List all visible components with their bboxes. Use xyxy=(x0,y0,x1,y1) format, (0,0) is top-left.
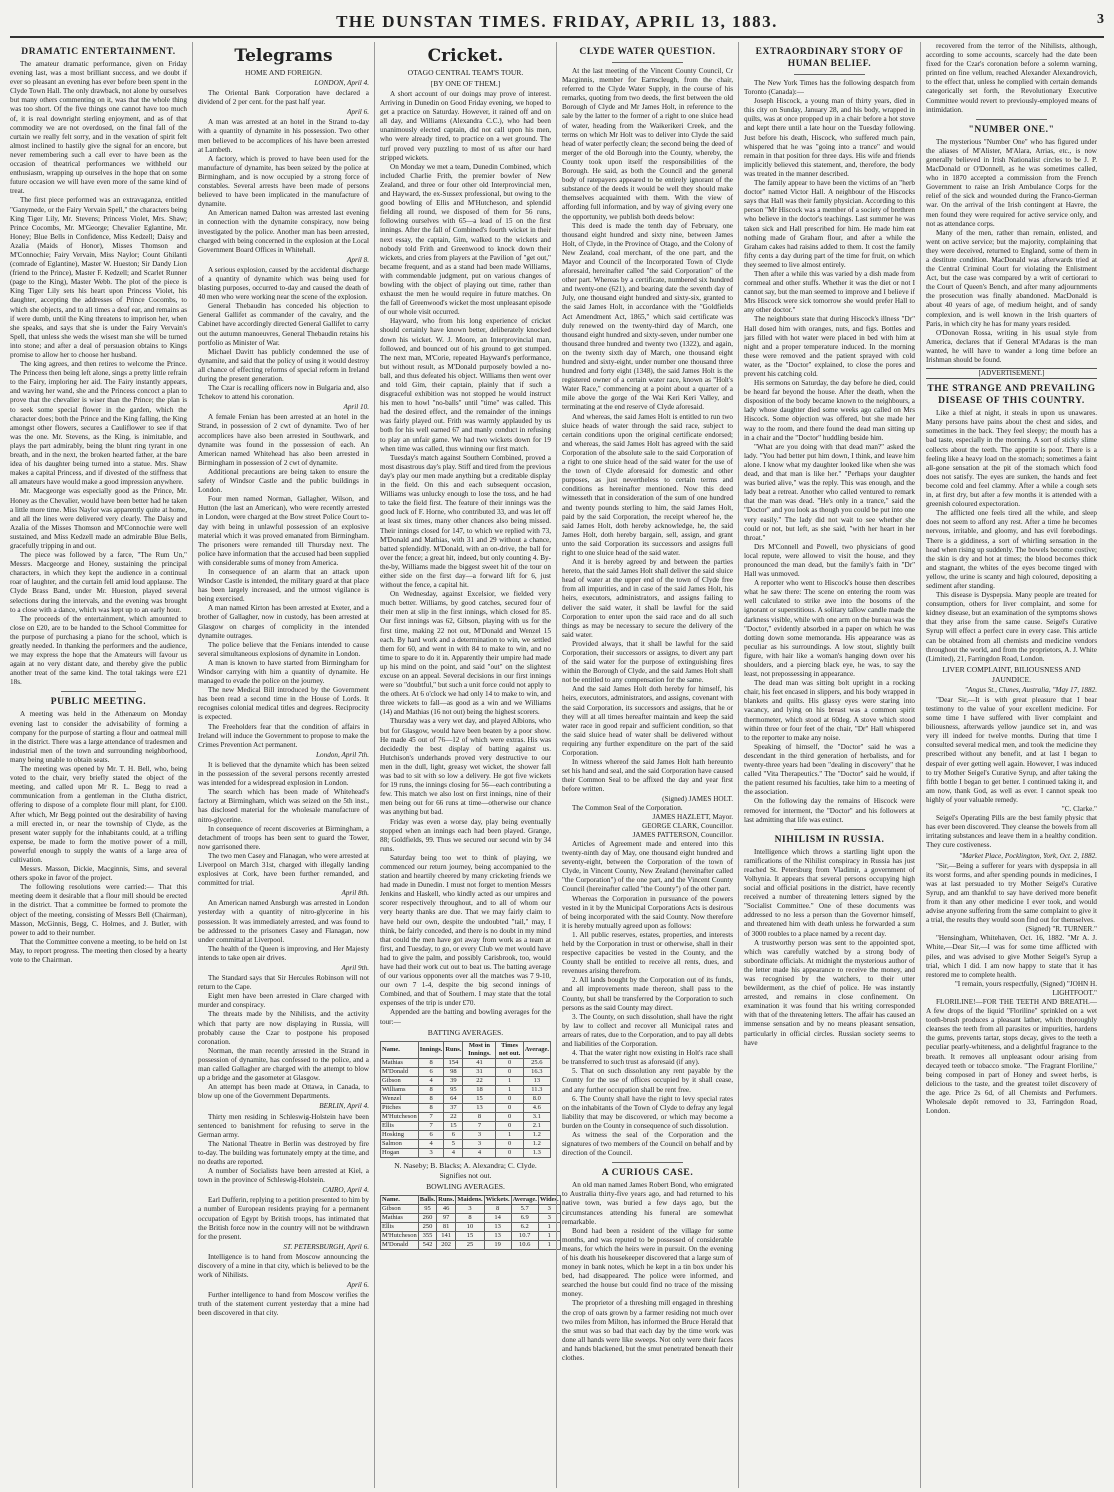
batting-averages-title: BATTING AVERAGES. xyxy=(427,1027,504,1037)
table-header-row xyxy=(381,1195,561,1204)
table-header-cell: Balls. xyxy=(419,1195,436,1203)
table-cell: 5.7 xyxy=(511,1204,538,1213)
paragraph: The following resolutions were carried:— That this meeting deem it desirable that a flour mill should be erected in the district. That a committee be formed to promote the object of the meeting, consisting of Messrs Bell (Chairman), Masson, McGinnis, Begg, C. Holmes, and J. Butler, with power to add to their number. xyxy=(10,883,187,937)
paragraph: The meeting was opened by Mr. T. H. Bell, who, being voted to the chair, very briefly stated the object of the meeting, and called upon Mr R. L. Begg to read a communication from a gentleman in the Clutha district, offering to dispose of a complete flour mill plant, for £100. After which, Mr Begg pointed out the desirability of having a mill erected in, or near the township of Clyde, as the present water supply for the inhabitants could, at a trifling expense, be made to form the motive power of a mill, powerful enough to supply the wants of a large area of cultivation. xyxy=(10,765,187,864)
table-cell: 4.6 xyxy=(523,1103,550,1112)
dateline: CAIRO, April 4. xyxy=(322,1186,369,1195)
table-cell: 202 xyxy=(437,1240,456,1249)
heading-cricket: Cricket. xyxy=(427,46,504,66)
table-cell: Williams xyxy=(381,1085,419,1094)
dateline: "Market Place, Pocklington, York, Oct. 2, 1882. xyxy=(959,851,1097,860)
paragraph: 2. All lands bought by the Corporation out of its funds, and all improvements made thereon, shall pass to the County, but shall be transferred by the Corporation to such persons as the said County may direct. xyxy=(562,976,733,1012)
signature: JAMES HAZLETT, Mayor. xyxy=(652,812,733,821)
table-cell: 10.7 xyxy=(511,1231,538,1240)
table-cell: 141 xyxy=(437,1231,456,1240)
paragraph: The amateur dramatic performance, given on Friday evening last, was a most brilliant success, and we doubt if ever so pleasant an evening has ever before been spent in the Clyde Town Hall. The only drawback, not alone by ourselves but many others commenting on it, was that the whole thing was too short. Of the five things one cannot have too much of, it is real downright sterling enjoyment, and as of that commodity we are not overdosed, on the final fall of the curtain we really felt sorry, and in the vexation of spirit felt almost inclined to hastily give the signal for an encore, but never remembering such a call ever to have been as the occasion of theatrical performances we withheld our enthusiasm, wrapping up ourselves in the hope that on some future occasion we will have even more of the same kind of treat. xyxy=(10,60,187,196)
paragraph: The search which has been made of Whitehead's factory at Birmingham, which was seized on the 5th inst., has disclosed material for the wholesale manufacture of nitro-glycerine. xyxy=(198,788,369,824)
paragraph: Messrs. Masson, Dickie, Macginnis, Sims, and several others spoke in favor of the project. xyxy=(10,865,187,883)
table-row xyxy=(381,1067,551,1076)
paragraph: 5. That on such dissolution any rent payable by the County for the use of offices occupied by it shall cease, and any further occupation shall be rent free. xyxy=(562,1067,733,1094)
paragraph: Articles of Agreement made and entered into this twenty-ninth day of May, one thousand eight hundred and seventy-eight, between the Corporation of the town of Clyde, in Vincent County, New Zealand (hereinafter called "the Corporation") of the one part, and the Vincent County Council (hereinafter called "the County") of the other part. xyxy=(562,839,733,894)
paragraph: The first piece performed was an extravaganza, entitled "Ganymede, or the Fairy Vervain Spell," the characters being King Tiger Lily, Mr. Stevens; Princess Violet, Mrs. Shaw; Prince Cocombs, Mr. M'George; Chevalier Eglantine, Mr. Honey; Blue Bells in Confidence, Miss Kedzell; Daisy and Azalia (Maids of Honor), Misses Thomson and M'Connochie; Fairy Vervain, Miss Naylor; Count Ghilanti (comrade of Eglantine), Master W. Hueston; Sir Dandy Lion (friend to the Prince), Master F. Kedzell; and Scarlet Runner (page to the King), Master Webb. The plot of the piece is King Tiger Lily sets his heart upon Princess Violet, his daughter, accepting the addresses of Prince Cocombs, to which she objects, and to all times a deaf ear, and remains as if were dumb, until the King threatens to imprison her, when she speaks, and says that she is under the Fairy Vervain's Spell, that unless she weds the wisest man she will be turned into stone; and after a deal of persuasion obtains to Kings promise to allow her to choose her husband. xyxy=(10,196,187,359)
page-number: 3 xyxy=(1097,12,1104,27)
paragraph: Michael Davitt has publicly condemned the use of dynamite, and said that the policy of using it would destroy all chance of effecting reforms of special reform in Ireland during the present generation. xyxy=(198,347,369,383)
paragraph: The new Medical Bill introduced by the Government has been read a second time in the House of Lords. It recognises colonial medical titles and degrees. Reciprocity is expected. xyxy=(198,686,369,722)
table-cell: 6.9 xyxy=(511,1213,538,1222)
paragraph: And whereas, the said James Holt is entitled to run two sluice heads of water through the said race, subject to certain conditions upon the original certificate endorsed; and whereas, the said James Holt has agreed with the said Corporation of the absolute sale to the said Corporation of a right to one sluice head of the said water for the use of the town of Clyde aforesaid for domestic and other purposes, as just nevertheless to certain terms and conditions as hereinafter mentioned. Now this deed witnesseth that in consideration of the sum of one hundred and twenty pounds sterling to him, the said James Holt, paid by the said Corporation, the receipt whereof he, the said James Holt, doth hereby acknowledge, he, the said James Holt, doth hereby bargain, sell, assign, and grant unto the said Corporation its successors and assigns full right to one sluice head of the said water. xyxy=(562,412,733,557)
paragraph: Thursday was a very wet day, and played Albions, who but for Glasgow, would have been beaten by a poor show. He made 45 out of 76—12 of which were extras. His was decidedly the best display of batting against us. Hutchison's underhands proved very destructive to our men in the dull, light, greasy wet wicket, the shower fall was bad to sit with so low a delivery. He got five wickets for 19 runs, the innings closing for 56—each contributing a few. This match we also lost on first innings, nine of their men being out for 66 runs at time—otherwise our chance was anything but bad. xyxy=(380,717,551,817)
table-cell: 97 xyxy=(437,1213,456,1222)
paragraph: Further intelligence to hand from Moscow verifies the truth of the statement current yesterday that a mine had been discovered in that city. xyxy=(198,1291,369,1318)
table-cell: 3 xyxy=(538,1204,560,1213)
table-cell: 7 xyxy=(463,1121,496,1130)
table-cell: 3 xyxy=(538,1213,560,1222)
table-cell: 8 xyxy=(418,1103,444,1112)
table-header-cell: Most in Innings. xyxy=(463,1041,496,1058)
paragraph: His sermons on Saturday, the day before he died, could be heard far beyond the house. After the death, when the disposition of the body became known to the neighbours, a lady whose daughter died some weeks ago called on Mrs Hiscock. Some objection was offered, but she made her way to the room, and there found the dead man sitting up in a chair and the "Doctor" huddling beside him. xyxy=(744,379,915,442)
table-cell: 1.2 xyxy=(523,1130,550,1139)
table-cell: Hogan xyxy=(381,1148,419,1157)
signature: (Signed) JAMES HOLT. xyxy=(662,794,733,803)
table-cell: 6 xyxy=(418,1067,444,1076)
heading-public-meeting: PUBLIC MEETING. xyxy=(50,697,147,708)
paragraph: That the Committee convene a meeting, to be held on 1st May, to report progress. The meeting then closed by a hearty vote to the Chairman. xyxy=(10,937,187,964)
paragraph: "Dear Sir,—It is with great pleasure that I bear testimony to the value of your excellent medicine. For some time I have suffered with liver complaint and biliousness, afterwards yellow jaundice set in, and was very ill indeed for twelve months. During that time I consulted several medical men, and took the medicine they prescribed without any benefit, and at last I began to despair of ever getting well again. However, I was induced to try Mother Seigel's Curative Syrup, and after taking the fifth bottle I began to get better. I continued taking it, and am now, thank God, as well as ever. I cannot speak too highly of your valuable remedy. xyxy=(926,695,1097,804)
paragraph: General Thebaudin has conceded his objection to General Gallifet as commander of the cavalry, and the Cabinet have accordingly directed General Gallifet to carry out the autumn manoeuvres, General Thebaudin retains his portfolio as Minister of War. xyxy=(198,302,369,347)
dateline: April 6. xyxy=(347,108,369,117)
table-cell: 13 xyxy=(484,1231,511,1240)
table-cell: 8.0 xyxy=(523,1094,550,1103)
paragraph: The threats made by the Nihilists, and the activity which that party are now displaying in Russia, will probably cause the Czar to postpone his proposed coronation. xyxy=(198,1010,369,1046)
table-cell: Gibson xyxy=(381,1204,419,1213)
paragraph: Hayward, who from his long experience of cricket should certainly have known better, deliberately knocked down his wicket. W. J. Moore, an Interprovincial man, followed, and bounced out of his ground to get stumped. The next man, M'Corie, repeated Hayward's performance, but without result, as M'Donald purposely bowled a no-ball, and thus defeated his object. Williams then went over and told Gim, their captain, plainly that if such a disgraceful exhibition was not stopped he would instruct his men to howl "no-balls" until "time" was called. This had the desired effect, and the remainder of the innings was fairly played out. Frith was warmly applauded by us both for his well earned 67 and manly conduct in refusing to play an unfair game. We had two wickets down for 19 when time was called, thus winning our first match. xyxy=(380,317,551,453)
table-cell: 3 xyxy=(418,1148,444,1157)
table-cell: 10.6 xyxy=(511,1240,538,1249)
table-cell: M'Donald xyxy=(381,1067,419,1076)
table-cell: 13 xyxy=(523,1076,550,1085)
subheading-liver-complaint: LIVER COMPLAINT, BILIOUSNESS AND JAUNDICE. xyxy=(942,664,1081,684)
table-cell: 6 xyxy=(444,1130,463,1139)
table-cell: 64 xyxy=(444,1094,463,1103)
paragraph: Bond had been a resident of the village for some months, and was reputed to be possessed of considerable means, for which the heirs were in pursuit. On the evening of his death his housekeeper discovered that a large sum of money in bank notes, which he kept in a tin box under his bed, had disappeared. The police were informed, and searched the house but could find no trace of the missing money. xyxy=(562,1226,733,1299)
paragraph: Additional precautions are being taken to ensure the safety of Windsor Castle and the public buildings in London. xyxy=(198,467,369,495)
table-cell: 2.1 xyxy=(523,1121,550,1130)
paragraph: In witness whereof the said James Holt hath hereunto set his hand and seal, and the said Corporation have caused their Common Seal to be affixed the day and year first before written. xyxy=(562,758,733,794)
paragraph: 4. That the water right now existing in Holt's race shall be transferred to such trust as aforesaid (if any). xyxy=(562,1049,733,1067)
table-cell: 31 xyxy=(463,1067,496,1076)
table-cell: 8 xyxy=(463,1112,496,1121)
divider xyxy=(794,829,866,830)
table-cell: 15 xyxy=(456,1231,484,1240)
table-cell: 154 xyxy=(444,1058,463,1067)
column-4 xyxy=(556,42,738,1488)
paragraph: O'Donovan Rossa, writing in his usual style from America, declares that if General M'Adaras is the man wanted, he will have to wander a long time before an Irishman should be found. xyxy=(926,328,1097,364)
table-cell: Wenzel xyxy=(381,1094,419,1103)
table-cell: 22 xyxy=(463,1076,496,1085)
table-row xyxy=(381,1058,551,1067)
paragraph: The mysterious "Number One" who has figured under the aliases of M'Alister, M'Alara, Arrias, etc., is now generally believed in Irish Nationalist circles to be J. P. MacDonald or O'Donnell, as he was sometimes called, who in 1870 accepted a commission from the French Government to raise an Irish Ambulance Corps for the relief of the sick and wounded during the Franco-German war. On the arrival of the Irish contingent at Havre, the men found they were required for active service only, and not as attendance corps. xyxy=(926,137,1097,228)
subheading-tour: OTAGO CENTRAL TEAM'S TOUR. xyxy=(407,68,524,77)
paragraph: FLORILINE!—FOR THE TEETH AND BREATH.—A few drops of the liquid "Floriline" sprinkled on a wet tooth-brush produces a pleasant lather, which thoroughly cleanses the teeth from all parasites or impurities, hardens the gums, prevents tartar, stops decay, gives to the teeth a peculiar pearly-whiteness, and a delightful fragrance to the breath. It removes all unpleasant odour arising from decayed teeth or tobacco smoke. "The Fragrant Floriline," being composed in part of Honey and sweet herbs, is delicious to the taste, and the greatest toilet discovery of the age. Price 2s 6d, of all Chemists and Perfumers. Wholesale depôt removed to 33, Farringdon Road, London. xyxy=(926,998,1097,1116)
table-cell: 25.6 xyxy=(523,1058,550,1067)
paragraph: A number of Socialists have been arrested at Kiel, a town in the province of Schleswig-Holstein. xyxy=(198,1167,369,1185)
table-cell: 3.1 xyxy=(523,1112,550,1121)
paragraph: A man is known to have started from Birmingham for Windsor carrying with him a quantity of dynamite. He managed to evade the police on the journey. xyxy=(198,658,369,686)
table-cell: 15 xyxy=(463,1094,496,1103)
paragraph: On the following day the remains of Hiscock were removed for interment, the "Doctor" and his followers at last admitting that life was extinct. xyxy=(744,797,915,824)
heading-clyde-water-question: CLYDE WATER QUESTION. xyxy=(579,47,716,57)
paragraph: Drs M'Connell and Powell, two physicians of good local repute, were allowed to visit the house, and they pronounced the man dead, but the family's faith in "Dr" Hall was unmoved. xyxy=(744,542,915,579)
table-row xyxy=(381,1130,551,1139)
paragraph: And the said James Holt doth hereby for himself, his heirs, executors, administrators, and assigns, covenant with the said Corporation, its successors and assigns, that he or they will at all times hereafter maintain and keep the said water race in good repair and sufficient condition, so that the said sluice head of water shall be delivered without requiring any further expenditure on the part of the said Corporation. xyxy=(562,685,733,758)
paragraph: Earl Dufferin, replying to a petition presented to him by a number of European residents praying for a permanent occupation of Egypt by British troops, has intimated that the British force now in the country will not be withdrawn for the present. xyxy=(198,1196,369,1241)
table-cell: Hosking xyxy=(381,1130,419,1139)
dateline: BERLIN, April 4. xyxy=(319,1102,369,1111)
table-header-row xyxy=(381,1041,551,1058)
paragraph: Eight men have been arrested in Clare charged with murder and conspiracy. xyxy=(198,992,369,1010)
divider xyxy=(61,691,135,692)
paragraph: The Freeholders fear that the condition of affairs in Ireland will induce the Government to propose to make the Crimes Prevention Act permanent. xyxy=(198,722,369,749)
table-row xyxy=(381,1085,551,1094)
table-cell: 1 xyxy=(538,1222,560,1231)
columns xyxy=(10,42,1104,1488)
paragraph: The Standard says that Sir Hercules Robinson will not return to the Cape. xyxy=(198,974,369,992)
paragraph: An American named Dalton was arrested last evening in connection with the dynamite conspiracy, now being investigated by the police. Another man has been arrested, charged with being concerned in the explosion at the Local Government Board Offices in Whitehall. xyxy=(198,209,369,254)
table-cell: Pitches xyxy=(381,1103,419,1112)
paragraph: The two men Casey and Flanagan, who were arrested at Liverpool on March 31st, charged with illegally landing explosives at Cork, have been further remanded, and committed for trial. xyxy=(198,851,369,888)
paragraph: At the last meeting of the Vincent County Council, Cr Macginnis, member for Earnscleugh, from the chair, referred to the Clyde Water Supply, in the course of his remarks, quoting from two deeds, the first between the old Borough of Clyde and Mr James Holt, in reference to the sale by the latter to the former of a right to one sluice head of water, heading from the Waikerikeri Creek, and the terms on which Mr Holt was to deliver into Clyde the said head of water perfectly clean; the second being the deed of merger of the old Borough into the County, whereby, the County took upon itself the responsibilities of the Borough. He said, as both the Council and the general body of ratepayers appeared to be entirely ignorant of the substance of the deeds it would be well they should make themselves acquainted with them. With the view of affording full information, and by way of giving every one the opportunity, we publish both deeds below: xyxy=(562,67,733,221)
table-cell: 355 xyxy=(418,1231,436,1240)
table-cell: 8 xyxy=(418,1058,444,1067)
table-row xyxy=(381,1231,561,1240)
paragraph: The police believe that the Fenians intended to cause several simultaneous explosions of dynamite in London. xyxy=(198,640,369,658)
table-header-cell: Maidens. xyxy=(457,1195,483,1203)
table-header-cell: Name. xyxy=(381,1041,419,1058)
paragraph: An old man named James Robert Bond, who emigrated to Australia thirty-five years ago, and had returned to his native town, was buried a few days ago, but the circumstances attending his funeral are somewhat remarkable. xyxy=(562,1181,733,1226)
table-cell: 13 xyxy=(463,1103,496,1112)
table-cell: 8 xyxy=(418,1094,444,1103)
paragraph: On Wednesday, against Excelsior, we fielded very much better. Williams, by good catches, secured four of their men at slip in the first innings, which closed for 85. Our first innings was 62, Gibson, playing with us for the first time, making 22 not out, M'Donald and Wenzel 15 each. By hard work and a determination to win, we settled them for 60, and went in with 84 to make to win, and no time to spare to do it in. Apparently their umpire had made up his mind on the point, and said "out" on the slightest excuse on an appeal. Several decisions in our first innings were so "doubtful," but such a unit force could not apply to the others. At 6 o'clock we had only 14 to make to win, and three wickets to fall—as good as a win and we Williams (14) and Mathias (16 not out) being the highest scorers. xyxy=(380,590,551,717)
table-cell: 1 xyxy=(538,1240,560,1249)
table-cell: 0 xyxy=(496,1139,523,1148)
paragraph: Provided always, that it shall be lawful for the said Corporation, their successors or assigns, to divert any part of the said water for the purpose of extinguishing fires within the Borough of Clyde, and the said James Holt shall not be entitled to any compensation for the same. xyxy=(562,639,733,685)
table-header-cell: Wides. xyxy=(539,1195,559,1203)
table-cell: 3 xyxy=(463,1139,496,1148)
table-cell: 260 xyxy=(418,1213,436,1222)
table-cell: 0 xyxy=(496,1058,523,1067)
table-cell: 0 xyxy=(496,1067,523,1076)
paragraph: Joseph Hiscock, a young man of thirty years, died in this city on Sunday, January 28, and his body, wrapped in quilts, was at once propped up in a chair before a hot stove and kept there until a late hour on the Tuesday following. Just before his death, Hiscock, who suffered much pain, whispered that he was "going into a trance" and would remain in that position for three days. His wife and friends implicitly believed this statement, and, therefore, the body was treated in the manner described. xyxy=(744,97,915,178)
batting-note: N. Naseby; B. Blacks; A. Alexandra; C. Clyde. Signifies not out. xyxy=(394,1160,537,1180)
table-cell: 10 xyxy=(456,1222,484,1231)
paragraph: Tuesday's match against Southern Combined, proved a most disastrous day's play. Stiff and tired from the previous day's play our men made anything but a creditable display in the field. On this and each subsequent occasion, Williams was unlucky enough to lose the toss, and he had to take the field first. The feature of their innings was the good luck of F. Horne, who contributed 33, and was let off at least six times, many other chances also being missed. Their innings closed for 147, to which we replied with 73, M'Donald and Mathias, with 31 and 29 without a chance, batted splendidly. M'Donald, with an on-drive, the ball for over the fence; a great hit, indeed, but only counting 4. By-the-by, Williams made the biggest sweet hit of the tour on either side on the first day—a forward lift for 6, just without the fence, a capital hit. xyxy=(380,453,551,590)
table-row xyxy=(381,1204,561,1213)
paragraph: "Sir,—Being a sufferer for years with dyspepsia in all its worst forms, and after spending pounds in medicines, I was at last persuaded to try Mother Seigel's Curative Syrup, and am thankful to say have derived more benefit from it than any other medicine I ever took, and would advise anyone suffering from the same complaint to give it a trial, the results they would soon find out for themselves. xyxy=(926,861,1097,925)
paragraph: The family appear to have been the victims of an "herb doctor" named Victor Hall. A neighbour of the Hiscocks says that Hall was their family physician. According to this person "Mr Hiscock was a member of a society of brethren who believe in the doctor's teachings. Last summer he was taken sick and Hall prescribed for him. He made him eat nothing made of Graham flour, and after a while the Graham cakes had raisins added to them. It cost the family fifty cents a day during part of the time for fruit, on which they seemed to live almost entirely. xyxy=(744,179,915,269)
table-cell: Ellis xyxy=(381,1222,419,1231)
table-header-cell: Runs. xyxy=(444,1041,463,1058)
table-header-cell: Innings. xyxy=(418,1041,444,1058)
paragraph: The proprietor of a threshing mill engaged in threshing the crop of oats grown by a farmer residing not much over two miles from Milton, has informed the Bruce Herald that the smut was so bad that each day by the time work was done all hands were like sweeps. Not only were their faces and hands blackened, but the smut penetrated beneath their clothes. xyxy=(562,1299,733,1363)
table-row xyxy=(381,1222,561,1231)
bowling-averages-title: BOWLING AVERAGES. xyxy=(426,1181,505,1191)
paragraph: The proceeds of the entertainment, which amounted to close on £20, are to be handed to the School Committee for the purpose of purchasing a piano for the school, which is greatly needed. In thanking the performers and the audience, we may express the hope that the Amateurs will favour us again at no very distant date, and thereby give the public another treat of the same kind. The total takings were £21 18s. xyxy=(10,614,187,687)
heading-extraordinary-story: EXTRAORDINARY STORY OF HUMAN BELIEF. xyxy=(755,47,904,69)
table-cell: M'Hutcheson xyxy=(382,1231,417,1239)
dateline: ST. PETERSBURGH, April 6. xyxy=(283,1242,369,1251)
table-cell: Salmon xyxy=(381,1139,419,1148)
dateline: LONDON, April 4. xyxy=(314,79,369,87)
table-cell: 0 xyxy=(496,1148,523,1157)
paragraph: The Oriental Bank Corporation have declared a dividend of 2 per cent. for the past half year. xyxy=(198,89,369,107)
masthead-rule xyxy=(10,36,1104,38)
table-cell: Ellis xyxy=(381,1121,419,1130)
table-cell: 16.3 xyxy=(523,1067,550,1076)
paragraph: This deed is made the tenth day of February, one thousand eight hundred and sixty nine, between James Holt, of Clyde, in the Province of Otago, and the Colony of New Zealand, coal merchant, of the one part, and the Mayor and Council of the Incorporated Town of Clyde aforesaid, hereinafter called "the said Corporation" of the other part. Whereas by a certificate, numbered six hundred and twenty-one (621), and bearing date the seventh day of July, one thousand eight hundred and sixty-six, granted to the said James Holt, in accordance with the "Goldfields Act Amendment Act, 1865," which said certificate was duly renewed on the twenty-third day of March, one thousand eight hundred and sixty-seven, under number one thousand three hundred and twenty two (1322), and again, on the twenty sixth day of March, one thousand eight hundred and sixty-eight, under number one thousand three hundred and forty eight (1348), the said James Holt is the registered owner of a certain water race, known as "Holt's Water Race," commencing at a point about a quarter of a mile above the gorge of the Wai Keri Keri Valley, and terminating at the end reserve of Clyde aforesaid. xyxy=(562,221,733,412)
paragraph: In consequence of an alarm that an attack upon Windsor Castle is intended, the military guard at that place has been largely increased, and the utmost vigilance is being exercised. xyxy=(198,567,369,604)
dateline: April 10. xyxy=(343,403,369,412)
paragraph: The dead man was sitting bolt upright in a rocking chair, his feet encased in slippers, and his body wrapped in blankets and quilts. His glassy eyes were staring into vacancy, and lying on his breast was a common spirit thermometer, which stood at 60deg. A stove which stood within three or four feet of the chair, "Dr" Hall whispered to the reporter to make any noise. xyxy=(744,679,915,742)
paragraph: "What are you doing with that dead man?" asked the lady. "You had better put him down, I think, and leave him alone. I know what my daughter looked like when she was dead, and that man is like her." "Perhaps your daughter was buried alive," was the reply. This was enough, and the lady beat a retreat. Another who called ventured to remark that the man was dead. "He's only in a trance," said the "Doctor" and you look as though you could be put into one very easily." The lady did not wait to see whether she could or not, but left, as she said, "with her heart in her throat." xyxy=(744,442,915,542)
table-cell: 1 xyxy=(496,1076,523,1085)
table-cell: 95 xyxy=(444,1085,463,1094)
signature: "C. Clarke." xyxy=(1061,805,1097,814)
table-cell: 6.2 xyxy=(511,1222,538,1231)
signature: JAMES PATTERSON, Councillor. xyxy=(632,830,733,839)
paragraph: Thirty men residing in Schleswig-Holstein have been sentenced to banishment for refusing to serve in the German army. xyxy=(198,1112,369,1139)
heading-telegrams: Telegrams xyxy=(234,46,333,66)
table-cell: 250 xyxy=(418,1222,436,1231)
paragraph: The neighbours state that during Hiscock's illness "Dr" Hall dosed him with oranges, nuts, and figs. Bottles and jars filled with hot water were placed in bed with him at night and a proper temperature induced. In the morning these were removed and the patient sprayed with cold water, as the "Doctor" explained, to close the pores and prevent his catching cold. xyxy=(744,315,915,378)
table-header-cell: Average. xyxy=(512,1195,537,1203)
table-cell: 1 xyxy=(538,1231,560,1240)
divider xyxy=(794,74,866,75)
table-row xyxy=(381,1148,551,1157)
table-cell: 1 xyxy=(496,1085,523,1094)
table-cell: 25 xyxy=(456,1240,484,1249)
paragraph: A reporter who went to Hiscock's house then describes what he saw there: The scene on entering the room was well calculated to strike awe into the bosoms of the ignorant or superstitious. A solitary tallow candle made the darkness visible, while with one arm on the bureau was the "Doctor," evidently absorbed in a paper on which he was dotting down some memoranda. His appearance was as peculiar as his surroundings. A low stout, slightly built figure, with hair like a woman's hanging down over his shoulders, and a piercing black eye, he was, to say the least, not prepossessing in appearance. xyxy=(744,579,915,679)
paragraph: Four men named Norman, Gallagher, Wilson, and Hutton (the last an American), who were recently arrested in London, were charged at the Bow street Police Court to-day with being in unlawful possession of an explosive material which it was proved emanated from Birmingham. The prisoners were remanded till Thursday next. The police have information that the accused had been supplied with considerable sums of money from America. xyxy=(198,495,369,567)
table-cell: 81 xyxy=(437,1222,456,1231)
batting-averages-table xyxy=(380,1041,551,1158)
paragraph: A short account of our doings may prove of interest. Arriving in Dunedin on Good Friday evening, we hoped to get a practice on Saturday. However, it rained off and on all day, and Williams (Alexandra C.C.), who had been unanimously elected captain, did not call upon his men, who were already tired, to practice on a wet ground. The turf proved very puzzling to most of us after our hard stripped wickets. xyxy=(380,90,551,162)
heading-nihilism-russia: NIHILISM IN RUSSIA. xyxy=(774,834,885,845)
table-cell: 15 xyxy=(444,1121,463,1130)
table-cell: M'Donald xyxy=(381,1240,419,1249)
table-cell: 5 xyxy=(444,1139,463,1148)
table-row xyxy=(381,1103,551,1112)
paragraph: 1. All public reserves, estates, properties, and interests held by the Corporation in trust or otherwise, shall in their respective capacities be vested in the County, and the County shall be entitled to receive all rents, dues, and revenues arising therefrom. xyxy=(562,930,733,976)
dateline: April 6. xyxy=(347,1281,369,1290)
table-cell: 7 xyxy=(418,1121,444,1130)
paragraph: The National Theatre in Berlin was destroyed by fire to-day. The building was fortunately empty at the time, and no deaths are reported. xyxy=(198,1139,369,1166)
paragraph: The New York Times has the following despatch from Toronto (Canada):— xyxy=(744,79,915,97)
table-cell: 95 xyxy=(418,1204,436,1213)
paragraph: recovered from the terror of the Nihilists, although, according to some accounts, scarcely had the date been fixed for the Czar's coronation before a solemn warning, printed on fine vellum, reached Alexander Alexandrovich, to the effect that, unless he complied with certain demands categorically set forth, the Revolutionary Executive Committee would revert to previously-employed means of intimidation. xyxy=(926,42,1097,114)
paragraph: Intelligence is to hand from Moscow announcing the discovery of a mine in that city, which is believed to be the work of Nihilists. xyxy=(198,1252,369,1280)
divider xyxy=(612,62,684,63)
paragraph: An American named Ansburgh was arrested in London yesterday with a quantity of nitro-glycerine in his possession. It was immediately arrested, and was found to be addressed to the prisoners Casey and Flanagan, now under committal at Liverpool. xyxy=(198,899,369,944)
byline: [BY ONE OF THEM.] xyxy=(430,79,501,88)
masthead xyxy=(0,0,1114,40)
paragraph: Then after a while this was varied by a dish made from cornmeal and other stuffs. Whether it was the diet or not I cannot say, but the man seemed to improve and I believe if Mrs Hiscock were sick tomorrow she would prefer Hall to any other doctor." xyxy=(744,269,915,315)
paragraph: A trustworthy person was sent to the appointed spot, which was carefully watched by a strong body of subordinate officials. At midnight the mysterious author of the letter made his appearance to receive the money, and was recognised by the watchers, to their utter bewilderment, as the chief of police. He was instantly arrested, and remains in close confinement. On examination it was found that his writing corresponded with that of the threatening letters. The affair has caused an immense sensation and by no means pleasant sensation, particularly in official circles. Russian society seems to have xyxy=(744,938,915,1047)
paragraph: A meeting was held in the Athenæum on Monday evening last to consider the advisability of forming a company for the purpose of starting a flour and oatmeal mill in the district. There was a large attendance of tradesmen and industrial men of the town and surrounding neighborhood, many being unable to obtain seats. xyxy=(10,710,187,764)
column-1 xyxy=(10,42,192,1488)
bowling-table-body xyxy=(381,1204,561,1249)
table-cell: 41 xyxy=(463,1058,496,1067)
table-cell: 19 xyxy=(484,1240,511,1249)
table-cell: Mathias xyxy=(381,1213,419,1222)
paragraph: "Hensingham, Whitehaven, Oct. 16, 1882. "Mr A. J. White,—Dear Sir,—I was for some time afflicted with piles, and was advised to give Mother Seigel's Syrup a trial, which I did. I am now happy to state that it has restored me to complete health. xyxy=(926,934,1097,979)
table-cell: 542 xyxy=(418,1240,436,1249)
heading-strange-disease: THE STRANGE AND PREVAILING DISEASE OF THIS COUNTRY. xyxy=(927,384,1096,407)
paragraph: The afflicted one feels tired all the while, and sleep does not seem to afford any rest. After a time he becomes nervous, irritable, and gloomy, and has evil forebodings. There is a giddiness, a sort of whirling sensation in the head when rising up suddenly. The bowels become costive; the skin is dry and hot at times; the blood becomes thick and stagnant, the whites of the eyes become tinged with yellow, the urine is scanty and high coloured, depositing a sediment after standing. xyxy=(926,509,1097,590)
paragraph: Appended are the batting and bowling averages for the tour:— xyxy=(380,1008,551,1026)
bowling-averages-table xyxy=(380,1195,561,1250)
dateline: "Angus St., Clunes, Australia, "May 17, 1882. xyxy=(964,685,1097,694)
paragraph: The piece was followed by a farce, "The Rum Un," Messrs. Macgeorge and Honey, sustaining the principal characters, in which they kept the audience in a continual roar of laughter, and the curtain fell amid loud applause. The Clyde Brass Band, under Mr. Hueston, played several selections during the intervals, and the evening was brought to a close with a dance, which was kept up to an early hour. xyxy=(10,551,187,614)
paragraph: Speaking of himself, the "Doctor" said he was a descendant in the third generation of herbalists, and for twenty-three years had been "dealing in discovery" that he called "Vita Therapeutics." The "Doctor" said he would, if the patient resumed his faculties, take him to a meeting of the association. xyxy=(744,742,915,797)
table-row xyxy=(381,1139,551,1148)
paragraph: 6. The County shall have the right to levy special rates on the inhabitants of the Town of Clyde to defray any legal liability that may be discovered, or which may become a burden on the County in consequence of such dissolution. xyxy=(562,1094,733,1130)
subheading-home-foreign: HOME AND FOREIGN. xyxy=(245,68,322,77)
batting-table-body xyxy=(381,1058,551,1157)
table-header-cell: Times not out. xyxy=(496,1041,523,1058)
paragraph: Mr. Macgeorge was especially good as the Prince, Mr. Honey as the Chevalier, would have been better had he taken a little more time. Miss Naylor was apparently quite at home, and all the lines were delivered very clearly. The Daisy and Azalia of the Misses Thomson and M'Connochie were well sustained, and Miss Kedzell made an admirable Blue Bells, gracefully tripping in and out. xyxy=(10,487,187,550)
column-6 xyxy=(920,42,1102,1488)
table-cell: 14 xyxy=(484,1213,511,1222)
paragraph: Many of the men, rather than remain, enlisted, and went on active service; but the majority, complaining that they were deceived, returned to England, some of them in a destitute condition. MacDonald was afterwards tried at the Central Criminal Court for violating the Enlistment Act, but the case was compared by a writ of certiorari to the Court of Queen's Bench, and after many adjournments the prosecution was finally abandoned. MacDonald is about 40 years of age, of medium height, and of sandy complexion, and is well known in the Irish quarters of Paris, in which city he has for many years resided. xyxy=(926,228,1097,328)
paragraph: An attempt has been made at Ottawa, in Canada, to blow up one of the Government Departments. xyxy=(198,1083,369,1101)
dateline: London, April 7th. xyxy=(316,750,369,759)
heading-number-one: "NUMBER ONE." xyxy=(968,124,1055,135)
paragraph: Like a thief at night, it steals in upon us unawares. Many persons have pains about the chest and sides, and sometimes in the back. They feel sleepy; the mouth has a bad taste, especially in the morning. A sort of sticky slime collects about the teeth. The appetite is poor. There is a feeling like a heavy load on the stomach; sometimes a faint all-gone sensation at the pit of the stomach which food does not satisfy. The eyes are sunken, the hands and feet become cold and feel clammy. After a while a cough sets in, at first dry, but after a few months it is attended with a greenish coloured expectoration. xyxy=(926,409,1097,509)
paragraph: In consequence of recent discoveries at Birmingham, a detachment of troops has been sent to guard the Tower, now garrisoned there. xyxy=(198,824,369,851)
dateline: April 8th. xyxy=(341,889,369,898)
table-cell: 1 xyxy=(496,1130,523,1139)
table-cell: 8 xyxy=(456,1213,484,1222)
paragraph: A man was arrested at an hotel in the Strand to-day with a quantity of dynamite in his possession. Two other men believed to be accomplices of his have been arrested at Lambeth. xyxy=(198,118,369,154)
paragraph: The king agrees, and then retires to welcome the Prince. The Princess then being left alone, sings a pretty little refrain to the Fairy, imploring her aid. The Fairy instantly appears, and waving her wand, she and the Princess concoct a plan to prove that the chevalier is wiser than the Prince; the plan is to seek some special flower in the garden, which the character does; both the Prince and the King falling, the King amongst other flowers, secures a Cauliflower to see if that was the one. Mr. Stevens, as the King, is inimitable, and plays the part admirably, being the blunt ring tyrant in one breath, and in the next, the broken hearted father, at the bare idea of his daughter being turned into a statue. Mrs. Shaw makes a capital Princess, and if divested of the stiffness that all amateurs have would make a good impression anywhere. xyxy=(10,360,187,487)
table-cell: 8 xyxy=(418,1085,444,1094)
heading-dramatic-entertainment: DRAMATIC ENTERTAINMENT. xyxy=(21,47,176,57)
paragraph: Whereas the Corporation in pursuance of the powers vested in it by the Municipal Corporations Acts is desirous of being incorporated with the said County. Now therefore it is hereby mutually agreed upon as follows: xyxy=(562,894,733,930)
table-row xyxy=(381,1112,551,1121)
paragraph: On Monday we met a team, Dunedin Combined, which included Charlie Frith, the premier bowler of New Zealand, and three or four other old Interprovincial men, and Hayward, the ex-Sussex professional, but owing to the good bowling of Ellis and M'Hutcheson, and splendid fielding all round, we disposed of them for 56 runs, following ourselves with 65—a lead of 15 on the first innings. After the fall of Combined's fourth wicket in their next essay, the captain, Gim, walked to the wickets and nobody told Frith and Greenwood to knock down their wickets, and cries from players at the Pavilion of "get out," became frequent, and as a stand had been made Williams, with commendable judgment, put on various changes of bowling with the object of playing out time, rather than exhaust the men he would require in future matches. On the fall of Greenwood's wicket the most unpleasant episode of our whole visit occurred. xyxy=(380,162,551,317)
table-cell: 98 xyxy=(444,1067,463,1076)
advertisement-label: [ADVERTISEMENT.] xyxy=(926,368,1097,379)
table-cell: 0 xyxy=(496,1112,523,1121)
paragraph: The Czar is recalling officers now in Bulgaria and, also Tchekov to attend his coronation. xyxy=(198,384,369,402)
table-cell: 0 xyxy=(496,1094,523,1103)
table-cell: 1.2 xyxy=(523,1139,550,1148)
table-cell: 18 xyxy=(463,1085,496,1094)
table-cell: 13 xyxy=(484,1222,511,1231)
table-cell: 37 xyxy=(444,1103,463,1112)
paragraph: Intelligence which throws a startling light upon the ramifications of the Nihilist conspiracy in Russia has just reached St. Petersburg from Vladimir, a government of Volhynia. It appears that several persons occupying high social and official positions in the district, have recently received a number of threatening letters signed by the "Socialist Committee." One of these documents was addressed to no less a person than the Governor himself, and threatened him with death unless he forwarded a sum of 3000 roubles to a place named by a recent day. xyxy=(744,847,915,938)
table-cell: 0 xyxy=(496,1103,523,1112)
table-cell: 6 xyxy=(418,1130,444,1139)
table-header-cell: Name. xyxy=(381,1195,419,1204)
table-cell: 4 xyxy=(444,1148,463,1157)
divider xyxy=(612,1162,684,1163)
paragraph: Seigel's Operating Pills are the best family physic that has ever been discovered. They cleanse the bowels from all irritating substances and leave them in a healthy condition. They cure costiveness. xyxy=(926,814,1097,850)
signature: "I remain, yours respectfully, (Signed) "JOHN H. LIGHTFOOT." xyxy=(954,979,1097,997)
paragraph: A serious explosion, caused by the accidental discharge of a quantity of dynamite which was being used for blasting purposes, occurred to-day and caused the death of 40 men who were working near the scene of the explosion. xyxy=(198,265,369,302)
paragraph: The health of the Queen is improving, and Her Majesty intends to take open air drives. xyxy=(198,944,369,962)
dateline: April 8. xyxy=(347,255,369,264)
table-row xyxy=(381,1213,561,1222)
paragraph: Norman, the man recently arrested in the Strand in possession of dynamite, has confessed to the police, and a man called Gallagher are charged with the attempt to blow up a bridge and the gasometer at Glasgow. xyxy=(198,1046,369,1083)
paragraph: And it is hereby agreed by and between the parties hereto, that the said James Holt shall deliver the said sluice head of water at the upper end of the town of Clyde free from all impurities, and in case of the said James Holt, his heirs, executors, administrators, and assigns failing to deliver the said water, it shall be lawful for the said Corporation to enter upon the said race and do all such things as may be necessary to secure the delivery of the said water. xyxy=(562,558,733,639)
table-cell: 4 xyxy=(418,1076,444,1085)
column-2 xyxy=(192,42,374,1488)
divider xyxy=(976,119,1048,120)
table-cell: M'Hutcheson xyxy=(382,1112,417,1120)
table-row xyxy=(381,1076,551,1085)
table-cell: 46 xyxy=(437,1204,456,1213)
paragraph: Saturday being too wet to think of playing, we commenced our return journey, being accompanied to the station and heartily cheered by many cricketing friends we had made in Dunedin. I must not forget to mention Messrs Jenkins and Haskell, who kindly acted as our umpires and scorer respectively throughout, and to all of whom our very hearty thanks are due. That we may fairly claim to have held our own, despite the undoubted "tail," may, I think, be fairly conceded, and there is no doubt in my mind that could the men have got away from work as a team at first, and Tuesday, to go, or every Club we met would have had to give the palm, and possibly Carisbrook, too, would have had their work cut out to beat us. The batting average of our various opponents over all the matches was 7 9-10, our own 7 1-4, despite the big second innings of Combined, and that of Southern. I may state that the total expenses of the trip is under £70. xyxy=(380,853,551,1008)
paragraph: It is believed that the dynamite which has been seized in the possession of the several persons recently arrested was intended for a widespread explosion in London. xyxy=(198,760,369,788)
paragraph: The Common Seal of the Corporation. xyxy=(572,803,683,812)
paragraph: A man named Kirton has been arrested at Exeter, and a brother of Gallagher, now in custody, has been arrested at Glasgow on charges of complicity in the intended dynamite outrages. xyxy=(198,604,369,640)
column-3 xyxy=(374,42,559,1488)
table-row xyxy=(381,1121,551,1130)
paragraph: This disease is Dyspepsia. Many people are treated for consumption, others for liver complaint, and some for kidney disease, but an examination of the symptoms shows that they arise from the same cause. Seigel's Curative Syrup will effect a perfect cure in every case. This article can be obtained from all chemists and medicine vendors throughout the world, and from the proprietors, A. J. White (Limited), 21, Farringdon Road, London. xyxy=(926,591,1097,663)
table-header-cell: Wickets. xyxy=(485,1195,510,1203)
table-cell: 3 xyxy=(463,1130,496,1139)
table-cell: 4 xyxy=(463,1148,496,1157)
heading-curious-case: A CURIOUS CASE. xyxy=(601,1168,694,1179)
table-row xyxy=(381,1240,561,1249)
table-cell: 7 xyxy=(418,1112,444,1121)
paragraph: Friday was even a worse day, play being eventually stopped when an innings each had been played. Grange, 88; Goldfields, 99. Thus we secured our second win by 34 runs. xyxy=(380,817,551,853)
paragraph: A factory, which is proved to have been used for the manufacture of dynamite, has been seized by the police at Birmingham, and is now occupied by a strong force of constables. Several arrests have been made of persons believed to have been implicated in the manufacture of dynamite. xyxy=(198,154,369,209)
signature: (Signed) "R. TURNER." xyxy=(1025,925,1097,934)
table-row xyxy=(381,1094,551,1103)
table-cell: 39 xyxy=(444,1076,463,1085)
paragraph: A female Fenian has been arrested at an hotel in the Strand, in possession of 2 cwt of dynamite. Two of her accomplices have also been arrested in Southwark, and dynamite was found in the possession of each. An American named Whitehead has also been arrested in Birmingham in possession of 2 cwt of dynamite. xyxy=(198,413,369,467)
table-cell: 3 xyxy=(456,1204,484,1213)
dateline: April 9th. xyxy=(341,964,369,972)
table-cell: 11.3 xyxy=(523,1085,550,1094)
table-cell: 0 xyxy=(496,1121,523,1130)
table-cell: 8 xyxy=(484,1204,511,1213)
table-header-cell: Average. xyxy=(523,1041,550,1058)
table-header-cell: Runs. xyxy=(438,1195,455,1203)
column-5 xyxy=(738,42,920,1488)
masthead-title: THE DUNSTAN TIMES. FRIDAY, APRIL 13, 1883. xyxy=(336,12,778,31)
table-cell: 22 xyxy=(444,1112,463,1121)
table-cell: Gibson xyxy=(381,1076,419,1085)
table-cell: 1.3 xyxy=(523,1148,550,1157)
paragraph: 3. The County, on such dissolution, shall have the right by law to collect and recover all Municipal rates and arrears of rates, due to the Corporation, and to pay all debts and liabilities of the Corporation. xyxy=(562,1012,733,1049)
signature: GEORGE CLARK, Councillor. xyxy=(641,821,733,830)
paragraph: As witness the seal of the Corporation and the signatures of two members of the Council on behalf and by direction of the Council. xyxy=(562,1130,733,1158)
table-cell: 4 xyxy=(418,1139,444,1148)
table-cell: Mathias xyxy=(381,1058,419,1067)
